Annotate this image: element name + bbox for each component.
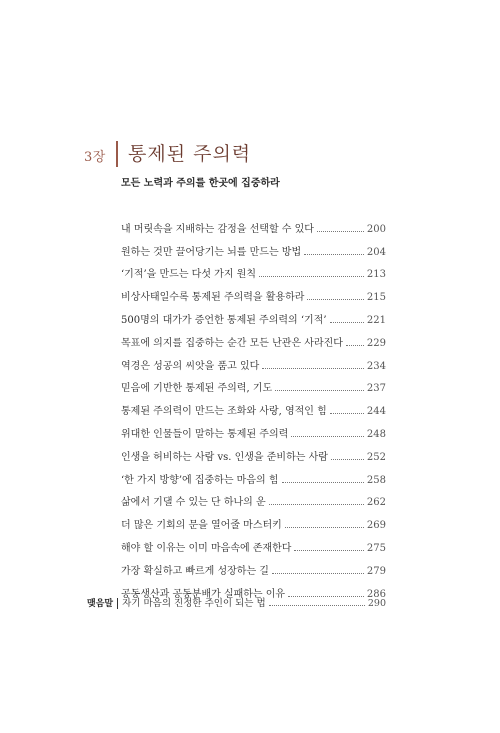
leader-dots bbox=[330, 413, 364, 414]
toc-entry[interactable] bbox=[121, 531, 386, 554]
toc-entry-title: 내 머릿속을 지배하는 감정을 선택할 수 있다 bbox=[121, 223, 314, 235]
leader-dots bbox=[269, 605, 365, 606]
toc-entry[interactable] bbox=[121, 280, 386, 303]
toc-list bbox=[121, 212, 386, 600]
leader-dots bbox=[317, 231, 364, 232]
leader-dots bbox=[259, 276, 364, 277]
toc-entry[interactable] bbox=[121, 235, 386, 258]
toc-entry-page: 244 bbox=[366, 406, 386, 418]
toc-entry-page: 258 bbox=[366, 474, 386, 486]
leader-dots bbox=[282, 482, 364, 483]
toc-entry-title: 믿음에 기반한 통제된 주의력, 기도 bbox=[121, 383, 273, 395]
toc-entry-page: 234 bbox=[366, 360, 386, 372]
toc-entry-page: 269 bbox=[366, 520, 386, 532]
toc-entry-page: 204 bbox=[366, 246, 386, 258]
toc-entry[interactable] bbox=[121, 303, 386, 326]
toc-entry-title: 원하는 것만 끌어당기는 뇌를 만드는 방법 bbox=[121, 246, 302, 258]
leader-dots bbox=[331, 459, 364, 460]
toc-entry-title: ‘기적’을 만드는 다섯 가지 원칙 bbox=[121, 269, 256, 281]
toc-entry-title: 해야 할 이유는 이미 마음속에 존재한다 bbox=[121, 542, 292, 554]
toc-entry-page: 221 bbox=[366, 314, 386, 326]
leader-dots bbox=[269, 504, 364, 505]
toc-entry[interactable] bbox=[121, 394, 386, 417]
toc-entry[interactable] bbox=[121, 326, 386, 349]
epilogue-entry[interactable] bbox=[87, 595, 386, 609]
toc-entry-page: 252 bbox=[366, 451, 386, 463]
toc-entry-title: 목표에 의지를 집중하는 순간 모든 난관은 사라진다 bbox=[121, 337, 343, 349]
epilogue-page: 290 bbox=[367, 598, 386, 609]
toc-entry-page: 237 bbox=[366, 383, 386, 395]
toc-entry-page: 275 bbox=[366, 542, 386, 554]
toc-entry-title: 인생을 허비하는 사람 vs. 인생을 준비하는 사람 bbox=[121, 451, 328, 463]
toc-entry-title: ‘한 가지 방향’에 집중하는 마음의 힘 bbox=[121, 474, 279, 486]
toc-entry[interactable] bbox=[121, 486, 386, 509]
leader-dots bbox=[330, 322, 364, 323]
toc-entry-title: 역경은 성공의 씨앗을 품고 있다 bbox=[121, 360, 260, 372]
toc-entry-title: 공동생산과 공동분배가 실패하는 이유 bbox=[121, 588, 286, 600]
toc-entry[interactable] bbox=[121, 508, 386, 531]
chapter-divider bbox=[116, 141, 118, 167]
toc-entry-page: 279 bbox=[366, 565, 386, 577]
toc-entry[interactable] bbox=[121, 417, 386, 440]
toc-entry-title: 500명의 대가가 증언한 통제된 주의력의 ‘기적’ bbox=[121, 314, 327, 326]
leader-dots bbox=[346, 345, 364, 346]
toc-entry-page: 248 bbox=[366, 428, 386, 440]
toc-entry[interactable] bbox=[121, 258, 386, 281]
leader-dots bbox=[262, 368, 364, 369]
toc-entry-page: 286 bbox=[366, 588, 386, 600]
chapter-number: 3장 bbox=[84, 150, 106, 165]
toc-entry-page: 213 bbox=[366, 269, 386, 281]
toc-entry[interactable] bbox=[121, 372, 386, 395]
toc-entry[interactable] bbox=[121, 349, 386, 372]
chapter-title: 통제된 주의력 bbox=[128, 143, 252, 165]
chapter-subtitle: 모든 노력과 주의를 한곳에 집중하라 bbox=[121, 178, 280, 189]
toc-entry[interactable] bbox=[121, 554, 386, 577]
epilogue-divider bbox=[117, 598, 118, 609]
leader-dots bbox=[291, 436, 364, 437]
leader-dots bbox=[304, 254, 364, 255]
leader-dots bbox=[307, 299, 363, 300]
toc-entry-page: 229 bbox=[366, 337, 386, 349]
toc-entry-page: 215 bbox=[366, 292, 386, 304]
toc-entry[interactable] bbox=[121, 212, 386, 235]
epilogue-title: 자기 마음의 진정한 주인이 되는 법 bbox=[122, 598, 266, 609]
leader-dots bbox=[294, 550, 363, 551]
chapter-header bbox=[84, 141, 251, 167]
leader-dots bbox=[275, 390, 364, 391]
toc-entry[interactable] bbox=[121, 463, 386, 486]
toc-entry[interactable] bbox=[121, 440, 386, 463]
toc-entry-page: 200 bbox=[366, 223, 386, 235]
toc-entry-title: 위대한 인물들이 말하는 통제된 주의력 bbox=[121, 428, 289, 440]
toc-entry-page: 262 bbox=[366, 497, 386, 509]
toc-entry-title: 삶에서 기댈 수 있는 단 하나의 운 bbox=[121, 497, 266, 509]
toc-entry-title: 비상사태일수록 통제된 주의력을 활용하라 bbox=[121, 292, 305, 304]
epilogue-label: 맺음말 bbox=[87, 599, 114, 609]
toc-entry-title: 가장 확실하고 빠르게 성장하는 길 bbox=[121, 565, 269, 577]
leader-dots bbox=[285, 527, 364, 528]
leader-dots bbox=[272, 573, 364, 574]
toc-entry-title: 더 많은 기회의 문을 열어줄 마스터키 bbox=[121, 520, 282, 532]
toc-entry-title: 통제된 주의력이 만드는 조화와 사랑, 영적인 힘 bbox=[121, 406, 327, 418]
